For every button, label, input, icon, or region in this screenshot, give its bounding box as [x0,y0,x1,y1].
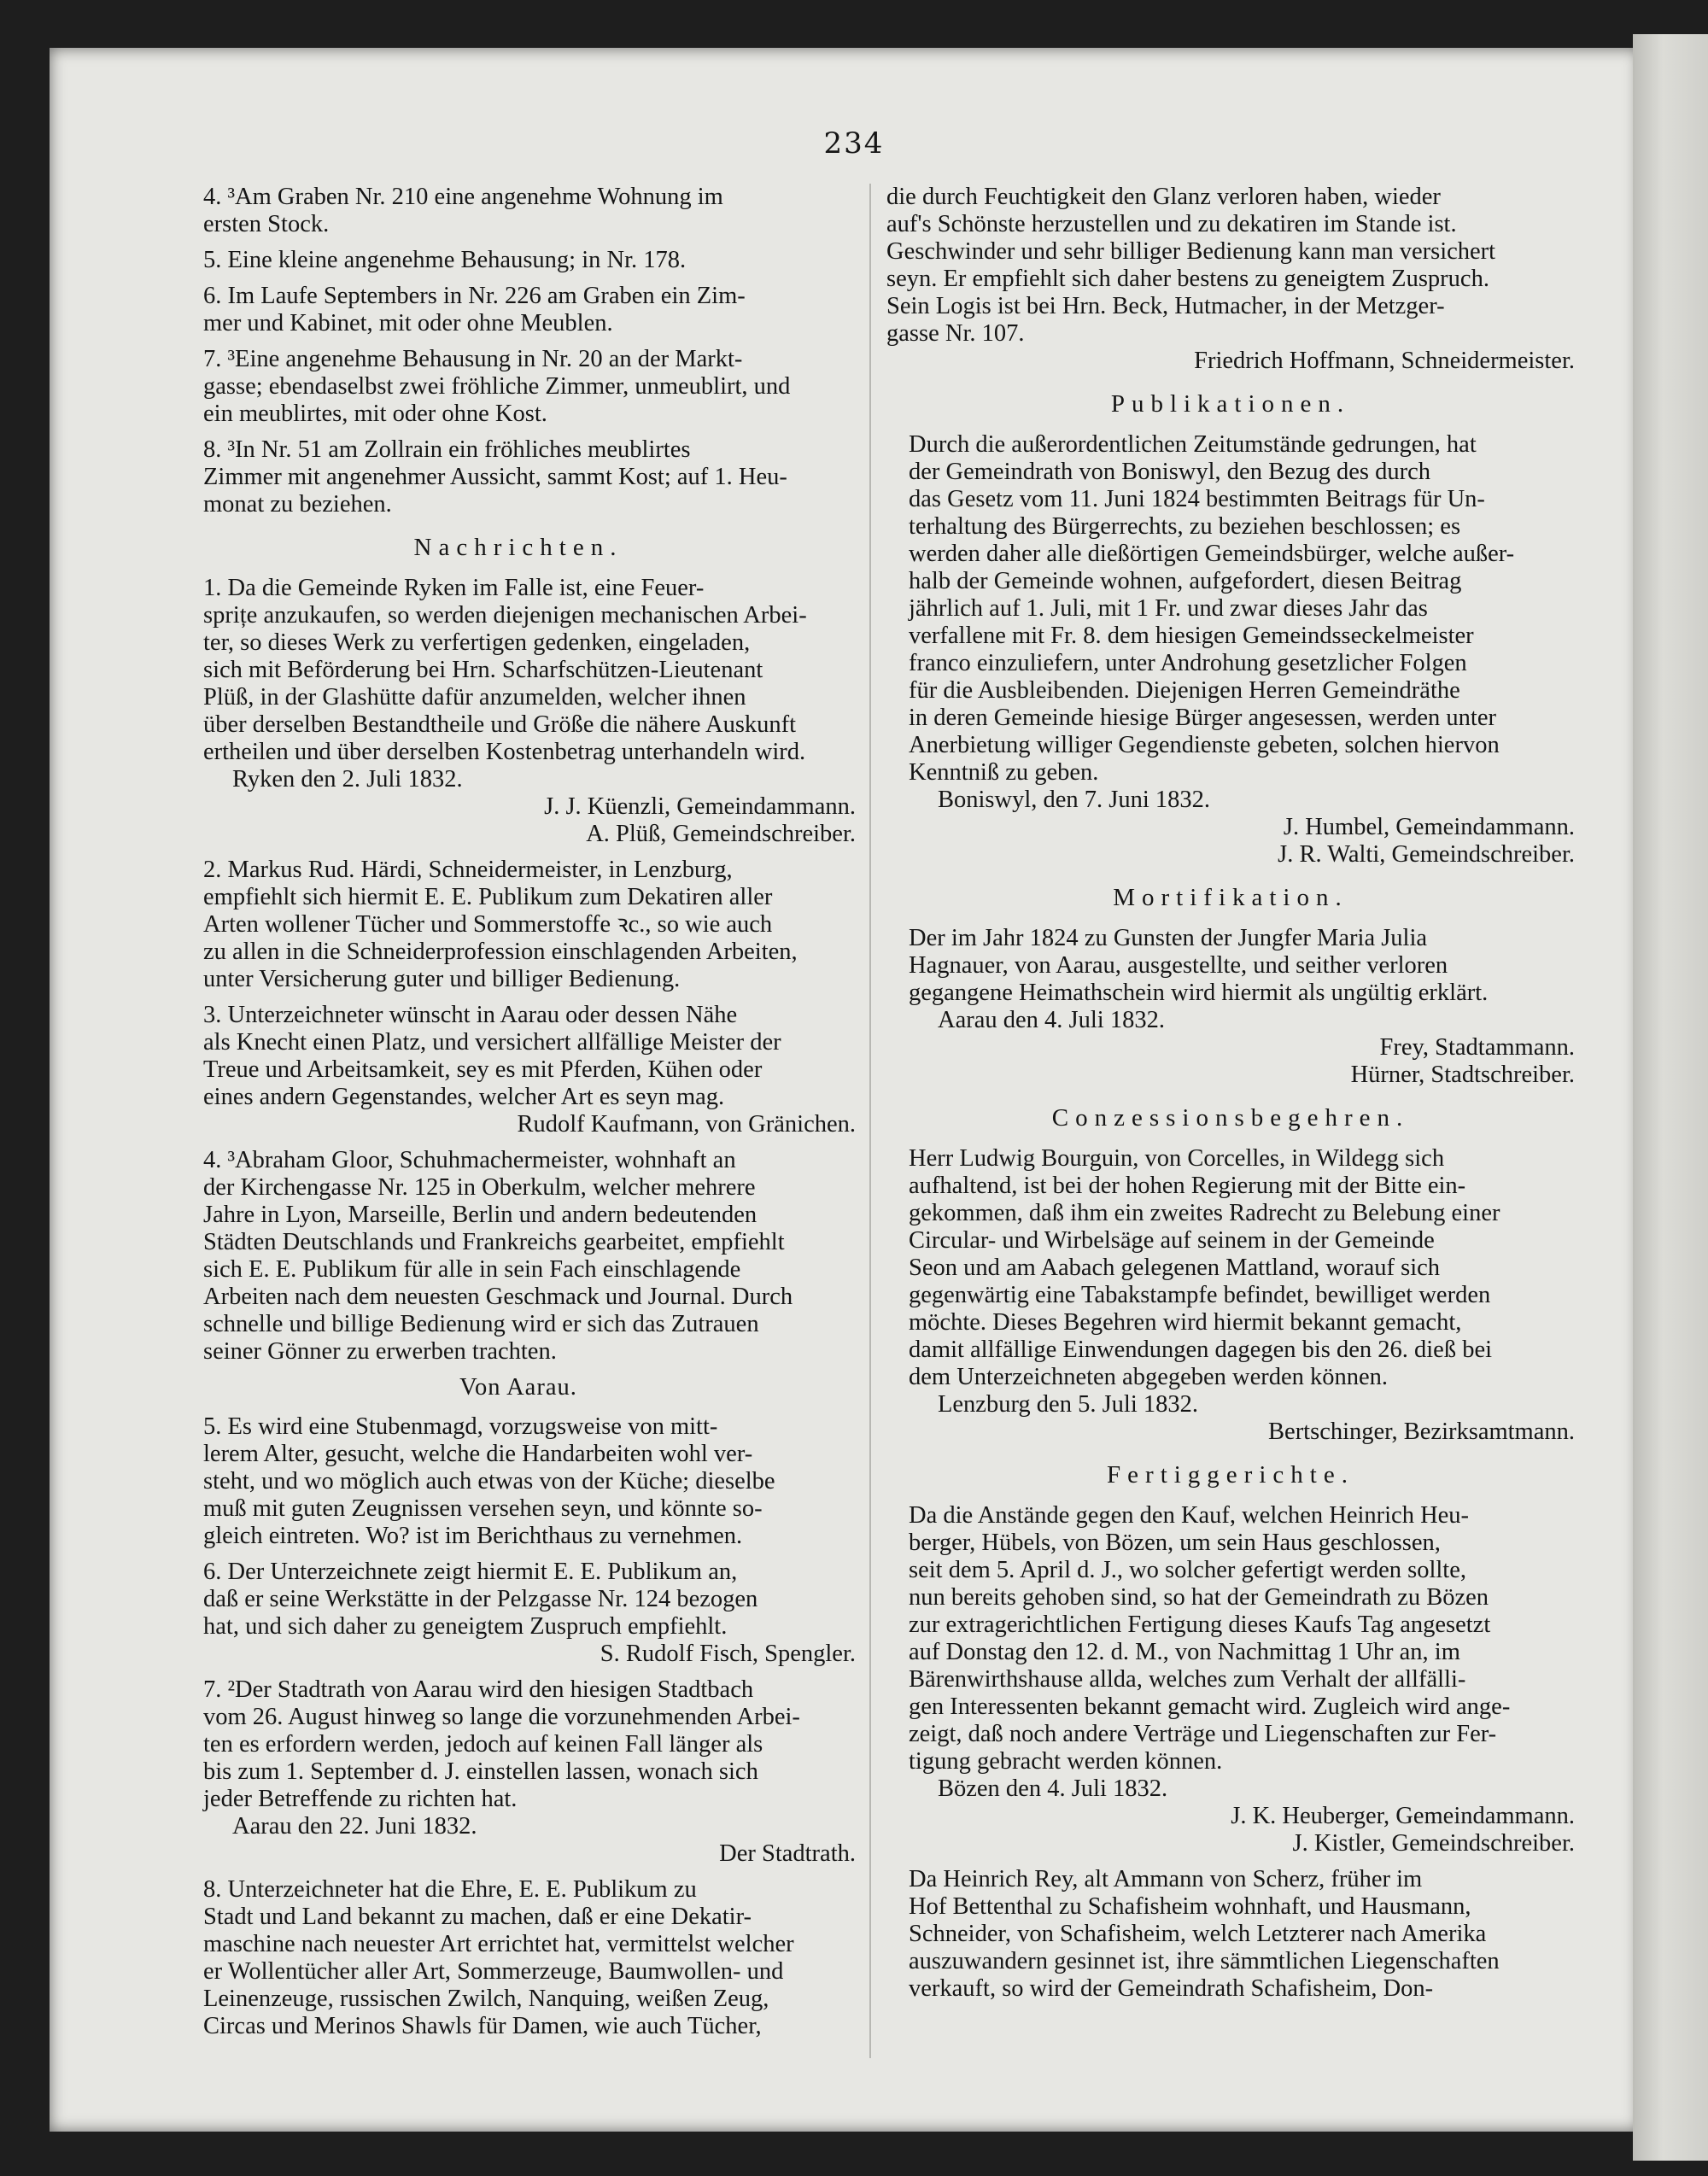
konzession-body-line: gegenwärtig eine Tabakstampfe befindet, bewilliget werden [909,1282,1491,1308]
right-column [886,184,1575,2011]
nachricht-7-body-line: vom 26. August hinweg so lange die vorzunehmenden Arbei- [203,1704,800,1730]
nachricht-4-body-line: 4. ³Abraham Gloor, Schuhmachermeister, wohnhaft an [203,1147,736,1173]
fertiggericht-boezen-body-line: Bärenwirthshause allda, welches zum Verhalt der allfälli- [909,1666,1466,1693]
fertiggericht-boezen-signature-2: J. Kistler, Gemeindschreiber. [1292,1830,1575,1857]
nachricht-4-body-line: Jahre in Lyon, Marseille, Berlin und andern bedeutenden [203,1202,757,1228]
publikation-body-line: verfallene mit Fr. 8. dem hiesigen Gemeindsseckelmeister [909,623,1474,649]
heading-conzessionsbegehren: Conzessionsbegehren. [1051,1104,1410,1132]
wohnungen-list [181,184,856,518]
fertiggericht-boezen-body-line: nun bereits gehoben sind, so hat der Gemeindrath zu Bözen [909,1584,1489,1611]
nachricht-1-body-line: ertheilen und über derselben Kostenbetrag unterhandeln wird. [203,739,806,765]
wohnung-entry [181,247,856,274]
publikation-body-line: jährlich auf 1. Juli, mit 1 Fr. und zwar dieses Jahr das [909,595,1428,622]
konzession-body-line: damit allfällige Einwendungen dagegen bis den 26. dieß bei [909,1337,1493,1363]
fertiggericht-schafisheim-body-line: auszuwandern gesinnet ist, ihre sämmtlichen Liegenschaften [909,1948,1500,1974]
nachricht-3-body-line: eines andern Gegenstandes, welcher Art es seyn mag. [203,1084,725,1110]
nachricht-7-body-line: ten es erfordern werden, jedoch auf keinen Fall länger als [203,1731,763,1758]
mortifikation-signature-1: Frey, Stadtammann. [1379,1034,1575,1061]
mortifikation-date: Aarau den 4. Juli 1832. [938,1007,1165,1033]
mortifikation-body-line: Der im Jahr 1824 zu Gunsten der Jungfer Maria Julia [909,925,1428,951]
nachricht-2-body-line: unter Versicherung guter und billiger Bedienung. [203,966,681,992]
nachricht-6-signature: S. Rudolf Fisch, Spengler. [600,1641,856,1667]
wohnung-entry-line: 5. Eine kleine angenehme Behausung; in Nr. 178. [203,247,687,273]
nachricht-7-signature: Der Stadtrath. [719,1840,856,1867]
publikation-body-line: Durch die außerordentlichen Zeitumstände gedrungen, hat [909,431,1477,458]
nachricht-2 [181,857,856,993]
fertiggericht-schafisheim-body-line: Schneider, von Schafisheim, welch Letzterer nach Amerika [909,1921,1487,1947]
fertiggericht-boezen-body-line: seit dem 5. April d. J., wo solcher gefertigt werden sollte, [909,1557,1466,1583]
nachricht-3-body-line: als Knecht einen Platz, und versichert allfällige Meister der [203,1029,781,1056]
publikation-body-line: terhaltung des Bürgerrechts, zu beziehen beschlossen; es [909,513,1461,540]
nachricht-4-body-line: Städten Deutschlands und Frankreichs gearbeitet, empfiehlt [203,1229,785,1255]
wohnung-entry [181,436,856,518]
mortifikation-entry [886,925,1575,1089]
nachricht-6-body [181,1559,856,1641]
nachricht-8-continued-body-line: auf's Schönste herzustellen und zu dekatiren im Stande ist. [886,211,1457,237]
publikation-body-line: halb der Gemeinde wohnen, aufgefordert, diesen Beitrag [909,568,1462,594]
nachricht-8-continued [886,184,1575,375]
wohnung-entry [181,184,856,238]
fertiggericht-boezen-body-line: zeigt, daß noch andere Verträge und Liegenschaften zur Fer- [909,1721,1497,1747]
nachricht-4 [181,1147,856,1366]
publikation-body-line: werden daher alle dießörtigen Gemeindsbürger, welche außer- [909,541,1515,567]
fertiggericht-schafisheim-body-line: Hof Bettenthal zu Schafisheim wohnhaft, und Hausmann, [909,1893,1471,1920]
nachricht-8-continued-body-line: seyn. Er empfiehlt sich daher bestens zu geneigtem Zuspruch. [886,266,1489,292]
heading-publikationen: Publikationen. [1110,390,1351,418]
heading-mortifikation: Mortifikation. [1113,884,1348,911]
wohnung-entry-line: gasse; ebendaselbst zwei fröhliche Zimmer, unmeublirt, und [203,373,791,400]
nachricht-7 [181,1676,856,1868]
nachricht-1-body-line: sich mit Beförderung bei Hrn. Scharfschützen-Lieutenant [203,657,763,683]
konzession-body-line: möchte. Dieses Begehren wird hiermit bekannt gemacht, [909,1309,1462,1336]
nachricht-2-body-line: empfiehlt sich hiermit E. E. Publikum zum Dekatiren aller [203,884,773,910]
nachricht-4-body-line: schnelle und billige Bedienung wird er sich das Zutrauen [203,1311,759,1337]
nachricht-6-body-line: hat, und sich daher zu geneigtem Zuspruch empfiehlt. [203,1613,728,1640]
nachricht-4-body [181,1147,856,1366]
publikation-body-line: in deren Gemeinde hiesige Bürger angesessen, werden unter [909,705,1496,731]
fertiggericht-boezen-body-line: berger, Hübels, von Bözen, um sein Haus geschlossen, [909,1530,1441,1556]
fertiggericht-boezen-body-line: tigung gebracht werden können. [909,1748,1223,1775]
fertiggericht-boezen-body-line: auf Donstag den 12. d. M., von Nachmittag 1 Uhr an, im [909,1639,1460,1665]
nachricht-8-body-line: maschine nach neuester Art errichtet hat, vermittelst welcher [203,1931,794,1957]
nachricht-4-body-line: der Kirchengasse Nr. 125 in Oberkulm, welcher mehrere [203,1174,756,1201]
nachricht-2-body-line: Arten wollener Tücher und Sommerstoffe ꝛc., so wie auch [203,911,773,938]
publikation-boniswyl [886,431,1575,869]
heading-von-aarau: Von Aarau. [459,1374,577,1401]
nachricht-6-body-line: 6. Der Unterzeichnete zeigt hiermit E. E. Publikum an, [203,1559,738,1585]
nachricht-3-body-line: Treue und Arbeitsamkeit, sey es mit Pferden, Kühen oder [203,1056,763,1083]
nachricht-2-body [181,857,856,993]
nachricht-1 [181,575,856,848]
publikation-date: Boniswyl, den 7. Juni 1832. [938,787,1211,813]
nachricht-8-body-line: 8. Unterzeichneter hat die Ehre, E. E. Publikum zu [203,1876,697,1903]
nachricht-8-continued-body-line: Geschwinder und sehr billiger Bedienung kann man versichert [886,238,1496,265]
nachricht-5 [181,1413,856,1550]
wohnung-entry [181,283,856,337]
konzession-entry [886,1145,1575,1446]
nachricht-3-signature: Rudolf Kaufmann, von Gränichen. [517,1111,856,1138]
nachricht-7-body-line: bis zum 1. September d. J. einstellen lassen, wonach sich [203,1758,758,1785]
nachricht-8-body-line: er Wollentücher aller Art, Sommerzeuge, Baumwollen- und [203,1958,784,1985]
heading-fertiggerichte: Fertiggerichte. [1107,1461,1354,1489]
nachricht-1-body-line: 1. Da die Gemeinde Ryken im Falle ist, eine Feuer- [203,575,705,601]
wohnung-entry-line: ersten Stock. [203,211,330,237]
nachricht-3 [181,1002,856,1138]
column-divider [869,184,871,2058]
nachricht-1-body-line: Plüß, in der Glashütte dafür anzumelden, welcher ihnen [203,684,746,711]
nachricht-8-body-line: Stadt und Land bekannt zu machen, daß er eine Dekatir- [203,1904,752,1930]
konzession-body-line: gekommen, daß ihm ein zweites Radrecht zu Belebung einer [909,1200,1500,1226]
nachricht-7-body-line: jeder Betreffende zu richten hat. [203,1786,518,1812]
nachricht-5-body-line: lerem Alter, gesucht, welche die Handarbeiten wohl ver- [203,1441,753,1467]
fertiggericht-boezen [886,1502,1575,1857]
fertiggericht-boezen-date: Bözen den 4. Juli 1832. [938,1775,1168,1802]
nachricht-8-continued-body-line: Sein Logis ist bei Hrn. Beck, Hutmacher, in der Metzger- [886,293,1445,319]
left-column [181,184,856,2049]
fertiggericht-boezen-body-line: zur extragerichtlichen Fertigung dieses Kaufs Tag angesetzt [909,1612,1491,1638]
publikation-body-line: das Gesetz vom 11. Juni 1824 bestimmten Beitrags für Un- [909,486,1485,512]
nachricht-4-body-line: seiner Gönner zu erwerben trachten. [203,1338,557,1365]
konzession-body-line: Circular- und Wirbelsäge auf seinem in der Gemeinde [909,1227,1435,1254]
nachricht-8-body-line: Leinenzeuge, russischen Zwilch, Nanquing, weißen Zeug, [203,1986,769,2012]
fertiggericht-schafisheim-body [886,1866,1575,2003]
publikation-body-line: für die Ausbleibenden. Diejenigen Herren Gemeindräthe [909,677,1460,704]
nachricht-8-body-line: Circas und Merinos Shawls für Damen, wie auch Tücher, [203,2013,762,2039]
nachricht-8-continued-body-line: die durch Feuchtigkeit den Glanz verloren haben, wieder [886,184,1441,210]
publikation-signature-1: J. Humbel, Gemeindammann. [1283,814,1575,840]
konzession-body-line: aufhaltend, ist bei der hohen Regierung mit der Bitte ein- [909,1173,1466,1199]
wohnung-entry [181,346,856,428]
konzession-signature: Bertschinger, Bezirksamtmann. [1268,1418,1575,1445]
nachricht-5-body-line: gleich eintreten. Wo? ist im Berichthaus zu vernehmen. [203,1523,743,1549]
nachricht-1-body [181,575,856,766]
fertiggericht-schafisheim-body-line: verkauft, so wird der Gemeindrath Schafisheim, Don- [909,1975,1434,2002]
fertiggericht-boezen-body [886,1502,1575,1775]
nachricht-3-body [181,1002,856,1111]
fertiggericht-boezen-body-line: gen Interessenten bekannt gemacht wird. Zugleich wird ange- [909,1693,1511,1720]
nachricht-4-body-line: Arbeiten nach dem neuesten Geschmack und Journal. Durch [203,1284,793,1310]
publikation-body-line: Kenntniß zu geben. [909,759,1099,786]
nachricht-8-signature: Friedrich Hoffmann, Schneidermeister. [1194,348,1575,374]
nachricht-1-signature-2: A. Plüß, Gemeindschreiber. [586,821,856,847]
mortifikation-body-line: gegangene Heimathschein wird hiermit als ungültig erklärt. [909,980,1489,1006]
page-number: 234 [823,126,885,161]
publikation-body [886,431,1575,787]
heading-nachrichten: Nachrichten. [413,534,623,561]
wohnung-entry-line: ein meublirtes, mit oder ohne Kost. [203,401,547,427]
nachricht-2-body-line: zu allen in die Schneiderprofession einschlagenden Arbeiten, [203,939,798,965]
publikation-body-line: der Gemeindrath von Boniswyl, den Bezug des durch [909,459,1431,485]
konzession-body [886,1145,1575,1391]
nachricht-7-body [181,1676,856,1813]
wohnung-entry-line: 7. ³Eine angenehme Behausung in Nr. 20 an der Markt- [203,346,743,372]
nachricht-1-signature-1: J. J. Küenzli, Gemeindammann. [544,793,856,820]
fertiggericht-schafisheim-body-line: Da Heinrich Rey, alt Ammann von Scherz, früher im [909,1866,1423,1892]
fertiggericht-schafisheim [886,1866,1575,2003]
wohnung-entry-line: 4. ³Am Graben Nr. 210 eine angenehme Wohnung im [203,184,723,210]
wohnung-entry-line: 6. Im Laufe Septembers in Nr. 226 am Graben ein Zim- [203,283,746,309]
nachricht-7-date: Aarau den 22. Juni 1832. [232,1813,477,1840]
nachricht-1-date: Ryken den 2. Juli 1832. [232,766,463,793]
nachricht-8-continued-body-line: gasse Nr. 107. [886,320,1025,347]
nachricht-8-body [181,1876,856,2040]
nachricht-4-body-line: sich E. E. Publikum für alle in sein Fach einschlagende [203,1256,741,1283]
mortifikation-body [886,925,1575,1007]
nachricht-5-body-line: steht, und wo möglich auch etwas von der Küche; dieselbe [203,1468,775,1495]
wohnung-entry-line: Zimmer mit angenehmer Aussicht, sammt Kost; auf 1. Heu- [203,464,787,490]
nachricht-1-body-line: sprițe anzukaufen, so werden diejenigen mechanischen Arbei- [203,602,807,629]
nachricht-1-body-line: über derselben Bestandtheile und Größe die nähere Auskunft [203,711,797,738]
wohnung-entry-line: 8. ³In Nr. 51 am Zollrain ein fröhliches meublirtes [203,436,691,463]
nachricht-1-body-line: ter, so dieses Werk zu verfertigen gedenken, eingeladen, [203,629,751,656]
nachricht-5-body-line: muß mit guten Zeugnissen versehen seyn, und könnte so- [203,1495,763,1522]
nachricht-2-body-line: 2. Markus Rud. Härdi, Schneidermeister, in Lenzburg, [203,857,733,883]
nachricht-6-body-line: daß er seine Werkstätte in der Pelzgasse Nr. 124 bezogen [203,1586,758,1612]
mortifikation-body-line: Hagnauer, von Aarau, ausgestellte, und seither verloren [909,952,1448,979]
konzession-body-line: Seon und am Aabach gelegenen Mattland, worauf sich [909,1255,1441,1281]
fertiggericht-boezen-body-line: Da die Anstände gegen den Kauf, welchen Heinrich Heu- [909,1502,1470,1529]
konzession-body-line: dem Unterzeichneten abgegeben werden können. [909,1364,1389,1390]
mortifikation-signature-2: Hürner, Stadtschreiber. [1350,1062,1575,1088]
konzession-body-line: Herr Ludwig Bourguin, von Corcelles, in Wildegg sich [909,1145,1445,1172]
nachricht-7-body-line: 7. ²Der Stadtrath von Aarau wird den hiesigen Stadtbach [203,1676,754,1703]
nachricht-6 [181,1559,856,1668]
publikation-body-line: Anerbietung williger Gegendienste gebeten, solchen hiervon [909,732,1500,758]
nachricht-3-body-line: 3. Unterzeichneter wünscht in Aarau oder dessen Nähe [203,1002,738,1028]
publikation-body-line: franco einzuliefern, unter Androhung gesetzlicher Folgen [909,650,1467,676]
wohnung-entry-line: monat zu beziehen. [203,491,392,518]
next-page-edge [1633,34,1708,2161]
nachricht-8-continued-body [886,184,1575,348]
nachricht-5-body [181,1413,856,1550]
nachricht-8 [181,1876,856,2040]
konzession-date: Lenzburg den 5. Juli 1832. [938,1391,1199,1418]
wohnung-entry-line: mer und Kabinet, mit oder ohne Meublen. [203,310,613,336]
nachricht-5-body-line: 5. Es wird eine Stubenmagd, vorzugsweise von mitt- [203,1413,718,1440]
publikation-signature-2: J. R. Walti, Gemeindschreiber. [1278,841,1575,868]
fertiggericht-boezen-signature-1: J. K. Heuberger, Gemeindammann. [1231,1803,1575,1829]
